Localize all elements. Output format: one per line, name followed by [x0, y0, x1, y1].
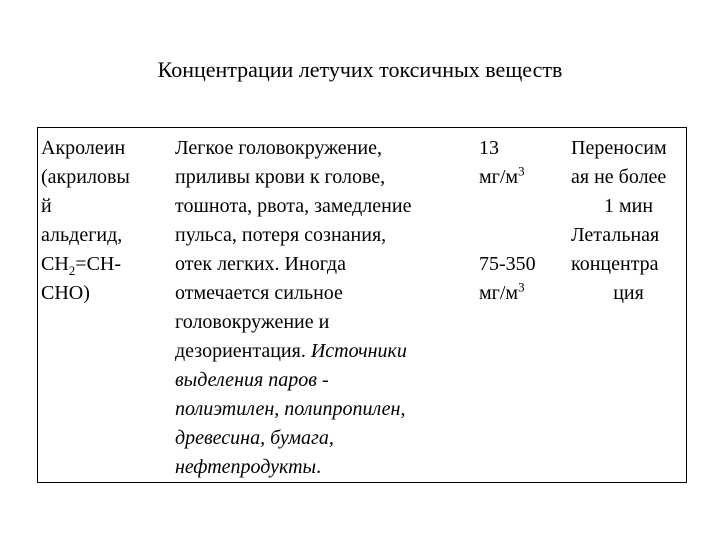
- effects-line: головокружение и: [175, 311, 330, 333]
- concentration-value: 13: [479, 137, 499, 159]
- effects-line: приливы крови к голове,: [175, 166, 386, 188]
- substance-line: альдегид,: [41, 224, 123, 246]
- concentration-unit: $мг/м^3$: [479, 279, 525, 304]
- concentration-cell: [475, 128, 569, 483]
- sources-line: древесина, бумага,: [175, 427, 334, 449]
- effects-line: Легкое головокружение,: [175, 137, 382, 159]
- sources-label: Источники: [310, 340, 407, 362]
- note-line: Переносим: [571, 137, 667, 159]
- substance-formula-end: CHO): [41, 282, 90, 304]
- substance-line: (акриловы: [41, 166, 130, 188]
- effects-line: отек легких. Иногда: [175, 253, 346, 275]
- sources-line: нефтепродукты.: [175, 456, 322, 478]
- row-gap: [479, 192, 569, 250]
- note-line: ция: [613, 282, 644, 304]
- effects-line: тошнота, рвота, замедление: [175, 195, 412, 217]
- effects-line: отмечается сильное: [175, 282, 343, 304]
- note-line: Летальная: [571, 224, 660, 246]
- sources-line: полиэтилен, полипропилен,: [175, 398, 406, 420]
- substance-cell: [38, 128, 170, 483]
- effects-line: пульса, потеря сознания,: [175, 224, 387, 246]
- table-row: [38, 128, 687, 483]
- note-line: 1 мин: [603, 195, 654, 217]
- substance-line: Акролеин: [41, 137, 126, 159]
- concentration-unit: $мг/м^3$: [479, 163, 525, 188]
- note-line: ая не более: [571, 166, 667, 188]
- effects-line: дезориентация. Источники: [175, 340, 407, 362]
- note-line: концентра: [571, 253, 659, 275]
- substance-line: й: [41, 195, 52, 217]
- toxic-substances-table: [37, 127, 687, 483]
- effects-cell: [169, 128, 475, 483]
- page-title: Концентрации летучих токсичных веществ: [157, 57, 563, 82]
- substance-formula: $CH_2=CH-$: [41, 253, 122, 278]
- note-cell: [569, 128, 687, 483]
- sources-line: выделения паров -: [175, 369, 329, 391]
- concentration-value: 75-350: [479, 253, 536, 275]
